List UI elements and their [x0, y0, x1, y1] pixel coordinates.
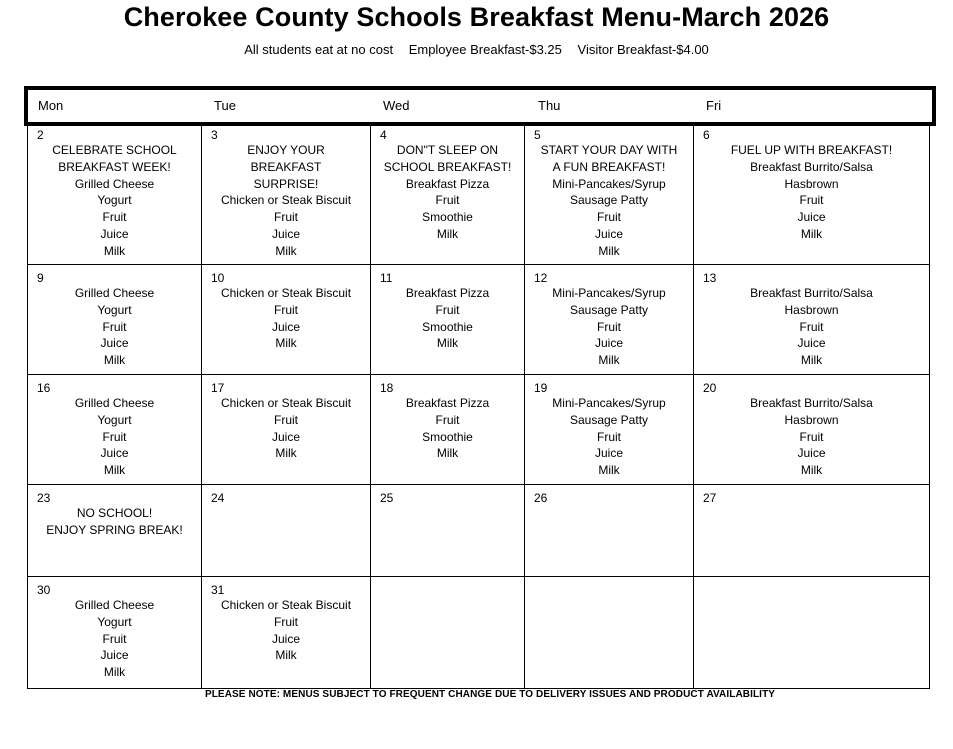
menu-item: Chicken or Steak Biscuit — [220, 396, 352, 410]
calendar-grid — [27, 122, 930, 689]
menu-item: Smoothie — [422, 210, 473, 225]
weekday-tue: Tue — [214, 98, 236, 113]
menu-items — [371, 142, 524, 243]
menu-items — [694, 142, 929, 243]
menu-items — [371, 285, 524, 352]
menu-item: START YOUR DAY WITH — [540, 143, 678, 157]
day-cell — [525, 375, 694, 485]
day-cell — [28, 122, 202, 265]
day-cell — [694, 122, 929, 265]
menu-item: Juice — [100, 446, 129, 461]
menu-item: Yogurt — [97, 412, 132, 427]
day-cell — [371, 577, 525, 688]
menu-item: Juice — [797, 446, 826, 461]
day-number: 20 — [703, 381, 717, 395]
day-number: 4 — [380, 128, 387, 142]
menu-item: Fruit — [597, 210, 621, 225]
menu-items — [202, 142, 370, 260]
menu-item: Fruit — [597, 319, 621, 334]
day-cell — [28, 485, 202, 577]
menu-item: Fruit — [102, 429, 127, 444]
menu-items — [694, 285, 929, 369]
menu-item: Milk — [436, 226, 459, 241]
menu-item: Mini-Pancakes/Syrup — [552, 396, 666, 410]
menu-item: Chicken or Steak Biscuit — [220, 193, 352, 208]
menu-title: Cherokee County Schools Breakfast Menu-March 2026 — [123, 2, 830, 32]
menu-item: Milk — [275, 336, 297, 351]
menu-item: Sausage Patty — [569, 193, 649, 208]
menu-item: Mini-Pancakes/Syrup — [552, 286, 666, 300]
menu-item: Smoothie — [422, 429, 473, 444]
day-number: 10 — [211, 271, 225, 285]
day-cell — [525, 122, 694, 265]
menu-item: Milk — [436, 336, 459, 351]
menu-items — [28, 285, 201, 369]
menu-item: Milk — [103, 463, 126, 478]
menu-item: CELEBRATE SCHOOL — [52, 143, 177, 157]
menu-item: Breakfast Burrito/Salsa — [750, 286, 873, 300]
day-cell — [371, 375, 525, 485]
day-cell — [202, 577, 371, 688]
menu-item: Milk — [598, 463, 620, 478]
weekday-thu: Thu — [538, 98, 561, 113]
visitor-price: Visitor Breakfast-$4.00 — [577, 42, 709, 57]
menu-item: ENJOY SPRING BREAK! — [46, 522, 183, 537]
menu-item: Smoothie — [422, 319, 473, 334]
day-cell — [28, 577, 202, 688]
menu-items — [28, 505, 201, 539]
day-number: 13 — [703, 271, 717, 285]
menu-item: SCHOOL BREAKFAST! — [383, 159, 512, 174]
day-cell — [525, 265, 694, 375]
day-number: 30 — [37, 583, 51, 597]
menu-item: Breakfast Pizza — [405, 286, 490, 300]
day-number: 19 — [534, 381, 548, 395]
day-number: 17 — [211, 381, 225, 395]
menu-item: DON"T SLEEP ON — [396, 143, 499, 157]
menu-items — [525, 395, 693, 479]
menu-item: Fruit — [274, 412, 298, 427]
menu-item: Milk — [800, 226, 823, 241]
day-number: 6 — [703, 128, 710, 142]
menu-item: Fruit — [274, 210, 298, 225]
menu-item: Juice — [100, 336, 129, 351]
day-number: 5 — [534, 128, 541, 142]
menu-item: Breakfast Pizza — [405, 396, 490, 410]
day-number: 3 — [211, 128, 218, 142]
menu-item: Yogurt — [97, 302, 132, 317]
day-cell — [28, 375, 202, 485]
menu-item: Milk — [103, 353, 126, 368]
menu-item: Juice — [100, 226, 129, 241]
day-number: 24 — [211, 491, 225, 505]
menu-item: Fruit — [102, 210, 127, 225]
day-cell — [525, 577, 694, 688]
day-number: 27 — [703, 491, 717, 505]
menu-item: Fruit — [102, 631, 127, 646]
day-number: 23 — [37, 491, 51, 505]
menu-items — [28, 142, 201, 260]
day-cell — [694, 577, 929, 688]
menu-item: BREAKFAST — [250, 159, 322, 174]
price-info — [0, 42, 953, 57]
menu-item: Fruit — [435, 302, 460, 317]
employee-price: Employee Breakfast-$3.25 — [408, 42, 562, 57]
menu-items — [371, 395, 524, 462]
menu-item: Grilled Cheese — [74, 176, 155, 191]
weekday-header — [24, 86, 936, 126]
menu-items — [694, 395, 929, 479]
menu-item: Fruit — [435, 193, 460, 208]
menu-item: Fruit — [799, 193, 824, 208]
day-number: 16 — [37, 381, 51, 395]
day-cell — [202, 485, 371, 577]
menu-item: Breakfast Burrito/Salsa — [750, 159, 873, 174]
menu-item: Milk — [103, 665, 126, 680]
day-cell — [371, 485, 525, 577]
menu-item: A FUN BREAKFAST! — [552, 159, 666, 174]
menu-item: ENJOY YOUR — [247, 143, 325, 157]
menu-item: Fruit — [799, 319, 824, 334]
day-number: 31 — [211, 583, 225, 597]
day-cell — [694, 485, 929, 577]
menu-item: Fruit — [597, 429, 621, 444]
day-cell — [202, 265, 371, 375]
menu-item: Hasbrown — [784, 302, 839, 317]
menu-item: Grilled Cheese — [74, 286, 155, 300]
day-number: 11 — [380, 271, 393, 285]
menu-item: NO SCHOOL! — [76, 506, 153, 520]
menu-item: Grilled Cheese — [74, 396, 155, 410]
menu-item: Milk — [598, 353, 620, 368]
menu-item: Breakfast Burrito/Salsa — [750, 396, 873, 410]
menu-items — [525, 285, 693, 369]
menu-item: Chicken or Steak Biscuit — [220, 598, 352, 612]
menu-item: Juice — [100, 648, 129, 663]
menu-item: Milk — [598, 243, 620, 258]
day-number: 12 — [534, 271, 548, 285]
menu-item: Milk — [275, 446, 297, 461]
menu-items — [202, 285, 370, 352]
day-number: 26 — [534, 491, 548, 505]
day-cell — [371, 265, 525, 375]
menu-items — [202, 395, 370, 462]
menu-item: Juice — [797, 336, 826, 351]
menu-item: Mini-Pancakes/Syrup — [552, 176, 666, 191]
menu-item: Grilled Cheese — [74, 598, 155, 612]
day-cell — [525, 485, 694, 577]
menu-item: Breakfast Pizza — [405, 176, 490, 191]
menu-items — [28, 597, 201, 681]
menu-item: Chicken or Steak Biscuit — [220, 286, 352, 300]
day-cell — [28, 265, 202, 375]
day-cell — [202, 375, 371, 485]
day-number: 25 — [380, 491, 394, 505]
weekday-fri: Fri — [706, 98, 722, 113]
menu-item: Hasbrown — [784, 176, 839, 191]
menu-item: Milk — [800, 463, 823, 478]
menu-item: Juice — [271, 631, 300, 646]
menu-item: Juice — [797, 210, 826, 225]
menu-item: Hasbrown — [784, 412, 839, 427]
menu-item: Sausage Patty — [569, 412, 649, 427]
menu-items — [525, 142, 693, 260]
menu-item: Juice — [271, 319, 300, 334]
day-number: 9 — [37, 271, 44, 285]
menu-item: Milk — [275, 243, 297, 258]
menu-item: Milk — [436, 446, 459, 461]
menu-items — [28, 395, 201, 479]
day-cell — [694, 265, 929, 375]
menu-item: Fruit — [274, 302, 298, 317]
menu-note: PLEASE NOTE: MENUS SUBJECT TO FREQUENT CHANGE DUE TO DELIVERY ISSUES AND PRODUCT AVAILABILITY — [204, 689, 776, 700]
day-number: 2 — [37, 128, 44, 142]
weekday-mon: Mon — [38, 98, 64, 113]
menu-item: Sausage Patty — [569, 302, 649, 317]
weekday-wed: Wed — [383, 98, 410, 113]
menu-item: Juice — [271, 226, 300, 241]
menu-item: Juice — [271, 429, 300, 444]
day-cell — [202, 122, 371, 265]
menu-item: SURPRISE! — [253, 176, 319, 191]
menu-item: Juice — [594, 446, 623, 461]
menu-item: Juice — [594, 336, 623, 351]
menu-item: Milk — [275, 648, 297, 663]
menu-items — [202, 597, 370, 664]
menu-item: Fruit — [102, 319, 127, 334]
menu-item: Milk — [103, 243, 126, 258]
menu-item: Fruit — [435, 412, 460, 427]
menu-item: Milk — [800, 353, 823, 368]
menu-item: Yogurt — [97, 193, 132, 208]
day-number: 18 — [380, 381, 394, 395]
menu-item: BREAKFAST WEEK! — [58, 159, 171, 174]
menu-item: FUEL UP WITH BREAKFAST! — [730, 143, 893, 157]
menu-item: Yogurt — [97, 614, 132, 629]
menu-item: Juice — [594, 226, 623, 241]
menu-item: Fruit — [799, 429, 824, 444]
day-cell — [694, 375, 929, 485]
day-cell — [371, 122, 525, 265]
menu-item: Fruit — [274, 614, 298, 629]
students-cost: All students eat at no cost — [244, 42, 394, 57]
